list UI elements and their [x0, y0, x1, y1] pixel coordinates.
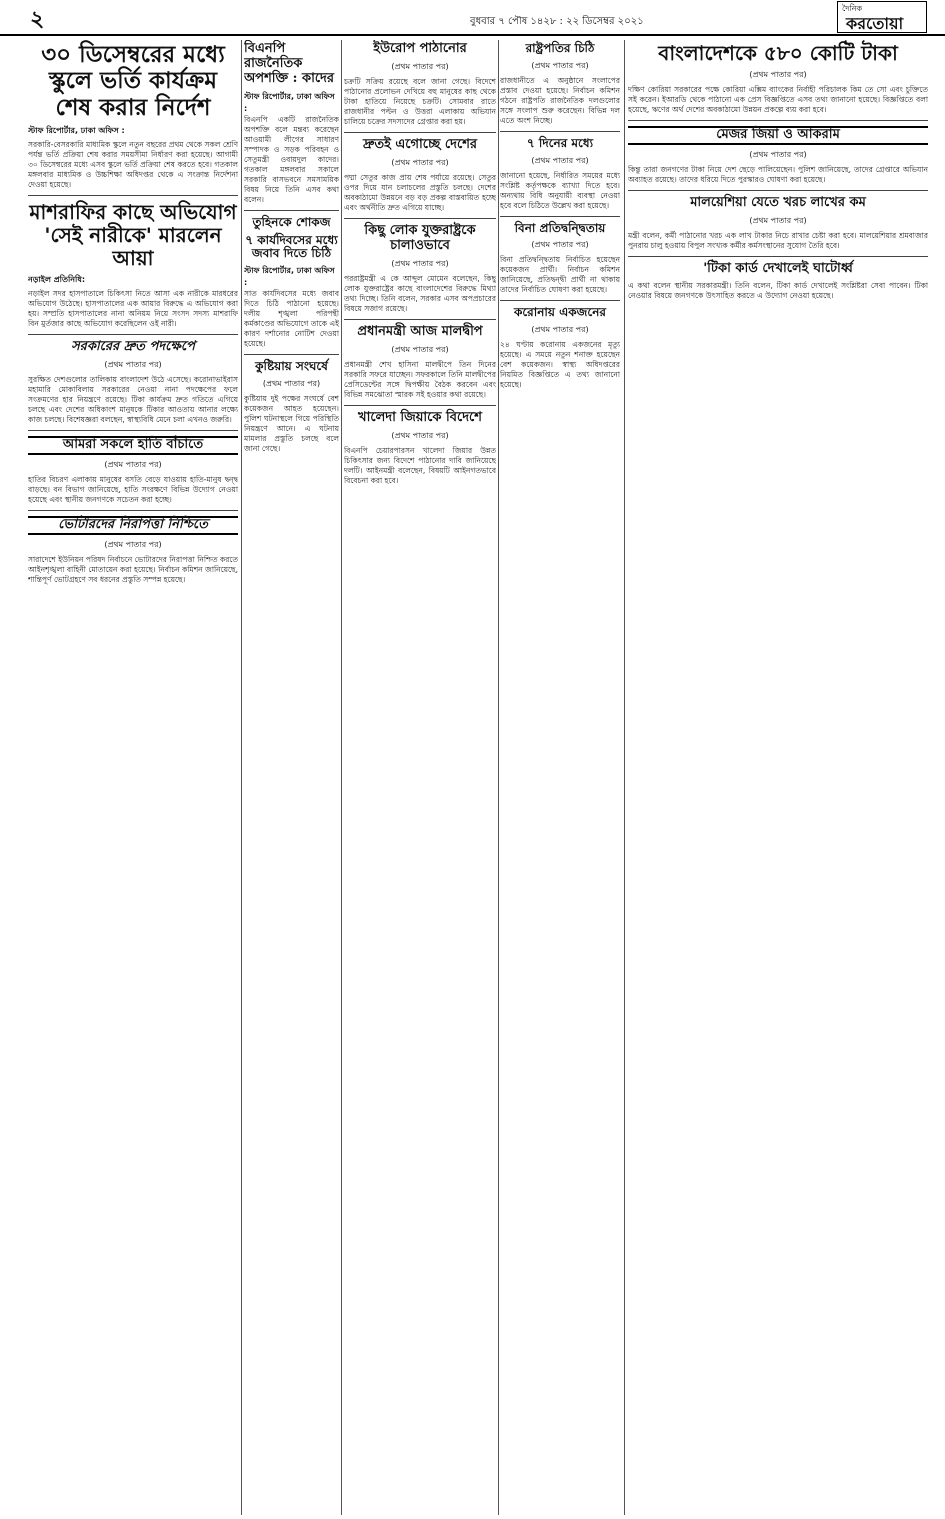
article-tuhin-showcause [244, 216, 339, 349]
continued-label: (প্রথম পাতার পর) [391, 344, 449, 354]
byline: নড়াইল প্রতিনিধি: [28, 275, 86, 285]
continued-label: (প্রথম পাতার পর) [391, 61, 449, 71]
article-body: পররাষ্ট্রমন্ত্রী এ কে আব্দুল মোমেন বলেছেন, কিছু লোক যুক্তরাষ্ট্রের কাছে বাংলাদেশের বিরুদ্ধে মিথ্যা তথ্য দিচ্ছে। তিনি বলেন, সরকার এসব অপপ্রচারের বিষয়ে সজাগ রয়েছে। [344, 273, 496, 313]
article-body: সারাদেশে ইউনিয়ন পরিষদ নির্বাচনে ভোটারদের নিরাপত্তা নিশ্চিত করতে আইনশৃঙ্খলা বাহিনী মোতায়েন করা হয়েছে। নির্বাচন কমিশন জানিয়েছে, শান্তিপূর্ণ ভোটগ্রহণে সব ধরনের প্রস্তুতি সম্পন্ন হয়েছে। [28, 555, 238, 585]
continued-label: (প্রথম পাতার পর) [104, 460, 162, 470]
article-voter-safety [28, 516, 238, 585]
continued-label: (প্রথম পাতার পর) [104, 540, 162, 550]
masthead-title: করতোয়া [846, 14, 904, 33]
page-number: ২ [30, 6, 45, 32]
headline: ভোটারদের নিরাপত্তা নিশ্চিতে [28, 516, 238, 535]
article-body: হাতির বিচরণ এলাকায় মানুষের বসতি বেড়ে যাওয়ায় হাতি-মানুষ দ্বন্দ্ব বাড়ছে। বন বিভাগ জানিয়েছে, হাতি সংরক্ষণে বিভিন্ন উদ্যোগ নেওয়া হয়েছে এবং স্থানীয় জনগণকে সচেতন করা হচ্ছে। [28, 475, 238, 505]
headline: ৭ দিনের মধ্যে [526, 135, 594, 150]
headline: ইউরোপ পাঠানোর [373, 41, 467, 56]
column-2 [244, 40, 339, 1515]
article-kushtia-clash [244, 360, 339, 454]
article-body: বিএনপি একটি রাজনৈতিক অপশক্তি বলে মন্তব্য করেছেন আওয়ামী লীগের সাধারণ সম্পাদক ও সড়ক পরিবহন ও সেতুমন্ত্রী ওবায়দুল কাদের। গতকাল মঙ্গলবার সকালে সরকারি বাসভবনে সমসাময়িক বিষয় নিয়ে তিনি এসব কথা বলেন। [244, 114, 339, 204]
article-body: দক্ষিণ কোরিয়া সরকারের পক্ষে কোরিয়া এক্সিম ব্যাংকের নির্বাহী পরিচালক কিম তে সো এবং চুক্তিতে সই করেন। ইআরডি থেকে পাঠানো এক প্রেস বিজ্ঞপ্তিতে এসব তথ্য জানানো হয়েছে। বিজ্ঞপ্তিতে বলা হয়েছে, ঋণের অর্থ দেশের অবকাঠামো উন্নয়ন প্রকল্পে ব্যয় করা হবে। [628, 85, 928, 114]
article-korea-loan [628, 42, 928, 115]
article-president-letter [500, 42, 620, 126]
byline: স্টাফ রিপোর্টার, ঢাকা অফিস : [244, 91, 335, 113]
article-major-zia [628, 126, 928, 185]
article-body: কুষ্টিয়ায় দুই পক্ষের সংঘর্ষে বেশ কয়েকজন আহত হয়েছেন। পুলিশ ঘটনাস্থলে গিয়ে পরিস্থিতি নিয়ন্ত্রণে আনে। এ ঘটনায় মামলার প্রস্তুতি চলছে বলে জানা গেছে। [244, 394, 339, 453]
article-vaccine-card [628, 262, 928, 301]
headline: দ্রুতই এগোচ্ছে দেশের [362, 136, 478, 152]
article-pm-maldives [344, 325, 496, 400]
byline: স্টাফ রিপোর্টার, ঢাকা অফিস : [244, 266, 335, 288]
article-7-days [500, 137, 620, 211]
article-mashrafe [28, 201, 238, 329]
column-3 [344, 40, 496, 1515]
headline: মেজর জিয়া ও আকরাম [628, 126, 928, 145]
article-europe [344, 42, 496, 127]
article-khaleda [344, 411, 496, 486]
headline: বিনা প্রতিদ্বন্দ্বিতায় [514, 220, 606, 235]
continued-label: (প্রথম পাতার পর) [531, 155, 589, 165]
headline: প্রধানমন্ত্রী আজ মালদ্বীপ [357, 323, 483, 339]
article-uncontested [500, 222, 620, 296]
article-body: প্রধানমন্ত্রী শেখ হাসিনা মালদ্বীপে তিন দিনের সরকারি সফরে যাচ্ছেন। সফরকালে তিনি মালদ্বীপের প্রেসিডেন্টের সঙ্গে দ্বিপক্ষীয় বৈঠক করবেন এবং বিভিন্ন সমঝোতা স্মারক সই হওয়ার কথা রয়েছে। [344, 359, 496, 399]
headline: তুহিনকে শোকজ [252, 214, 331, 229]
article-govt-steps [28, 340, 238, 425]
issue-date: বুধবার ৭ পৌষ ১৪২৮ : ২২ ডিসেম্বর ২০২১ [470, 16, 644, 27]
headline: আমরা সকলে হাতি বাঁচাতে [28, 436, 238, 455]
continued-label: (প্রথম পাতার পর) [262, 379, 321, 388]
headline: রাষ্ট্রপতির চিঠি [525, 41, 595, 55]
column-divider [341, 40, 342, 1515]
article-body: বিনা প্রতিদ্বন্দ্বিতায় নির্বাচিত হয়েছেন কয়েকজন প্রার্থী। নির্বাচন কমিশন জানিয়েছে, প্রতিদ্বন্দ্বী প্রার্থী না থাকায় তাদের নির্বাচিত ঘোষণা করা হয়েছে। [500, 255, 620, 295]
column-5 [628, 40, 928, 1515]
article-corona-death [500, 306, 620, 390]
article-body: সুরক্ষিত দেশগুলোর তালিকায় বাংলাদেশ উঠে এসেছে। করোনাভাইরাস মহামারি মোকাবিলায় সরকারের নেওয়া নানা পদক্ষেপের ফলে সংক্রমণের হার নিয়ন্ত্রণে রয়েছে। টিকা কার্যক্রম দ্রুত গতিতে এগিয়ে চলছে এবং দেশের অধিকাংশ মানুষকে টিকার আওতায় আনার লক্ষ্যে কাজ চলছে। বিশেষজ্ঞরা বলছেন, স্বাস্থ্যবিধি মেনে চলা এখনও জরুরি। [28, 375, 238, 425]
article-body: মন্ত্রী বলেন, কর্মী পাঠানোর খরচ এক লাখ টাকার নিচে রাখার চেষ্টা করা হবে। মালয়েশিয়ার শ্রমবাজার পুনরায় চালু হওয়ায় বিপুল সংখ্যক কর্মীর কর্মসংস্থানের সুযোগ তৈরি হবে। [628, 230, 928, 250]
article-body: রাজধানীতে এ অনুষ্ঠানে সংলাপের প্রস্তাব দেওয়া হয়েছে। নির্বাচন কমিশন গঠনে রাষ্ট্রপতি রাজনৈতিক দলগুলোর সঙ্গে সংলাপ শুরু করেছেন। বিভিন্ন দল এতে অংশ নিচ্ছে। [500, 75, 620, 125]
article-body: এ কথা বলেন স্থানীয় সরকারমন্ত্রী। তিনি বলেন, টিকা কার্ড দেখালেই সংশ্লিষ্টরা সেবা পাবেন। টিকা নেওয়ার বিষয়ে জনগণকে উৎসাহিত করতে এ উদ্যোগ নেওয়া হয়েছে। [628, 280, 928, 300]
column-divider [241, 40, 242, 1515]
headline: কিছু লোক যুক্তরাষ্ট্রকে চালাওভাবে [364, 222, 476, 253]
headline: খালেদা জিয়াকে বিদেশে [358, 409, 482, 425]
byline: স্টাফ রিপোর্টার, ঢাকা অফিস : [28, 126, 125, 136]
headline: মাশরাফির কাছে অভিযোগ 'সেই নারীকে' মারলেন আয়া [29, 200, 237, 271]
article-bnp-quader [244, 42, 339, 205]
continued-label: (প্রথম পাতার পর) [104, 360, 162, 370]
continued-label: (প্রথম পাতার পর) [531, 325, 589, 335]
article-malaysia [628, 196, 928, 251]
continued-label: (প্রথম পাতার পর) [531, 240, 589, 250]
column-4 [500, 40, 620, 1515]
article-body: পদ্মা সেতুর কাজ প্রায় শেষ পর্যায়ে রয়েছে। সেতুর ওপর দিয়ে যান চলাচলের প্রস্তুতি চলছে। দেশের অবকাঠামো উন্নয়নে বড় বড় প্রকল্প বাস্তবায়িত হচ্ছে এবং অর্থনীতি দ্রুত এগিয়ে যাচ্ছে। [344, 172, 496, 212]
continued-label: (প্রথম পাতার পর) [391, 157, 449, 167]
article-country-progress [344, 138, 496, 213]
masthead-logo [837, 1, 927, 33]
continued-label: (প্রথম পাতার পর) [531, 60, 589, 70]
masthead-small: দৈনিক [842, 4, 863, 13]
column-1 [28, 40, 238, 1515]
column-divider [498, 40, 499, 1515]
continued-label: (প্রথম পাতার পর) [749, 70, 807, 79]
article-body: নড়াইল সদর হাসপাতালে চিকিৎসা নিতে আসা এক নারীকে মারধরের অভিযোগ উঠেছে। হাসপাতালের এক আয়ার বিরুদ্ধে এ অভিযোগ করা হয়। সম্প্রতি হাসপাতালের নানা অনিয়ম নিয়ে সংসদ সদস্য মাশরাফি বিন মুর্তজার কাছে অভিযোগ করেছিলেন ওই নারী। [28, 289, 238, 329]
headline: সরকারের দ্রুত পদক্ষেপে [71, 339, 195, 355]
headline: বাংলাদেশকে ৫৮০ কোটি টাকা [658, 41, 898, 65]
article-body: জানানো হয়েছে, নির্ধারিত সময়ের মধ্যে সংশ্লিষ্ট কর্তৃপক্ষকে ব্যাখ্যা দিতে হবে। অন্যথায় বিধি অনুযায়ী ব্যবস্থা নেওয়া হবে বলে চিঠিতে উল্লেখ করা হয়েছে। [500, 170, 620, 210]
continued-label: (প্রথম পাতার পর) [391, 258, 449, 268]
headline: বিএনপি রাজনৈতিক অপশক্তি : কাদের [244, 41, 335, 86]
article-body: সরকারি-বেসরকারি মাধ্যমিক স্কুলে নতুন বছরের প্রথম থেকে সকল শ্রেণি পর্যন্ত ভর্তি প্রক্রিয়া শেষ করার সময়সীমা নির্ধারণ করা হয়েছে। আগামী ৩০ ডিসেম্বরের মধ্যে এসব স্কুলে ভর্তি প্রক্রিয়া শেষ করতে হবে। গতকাল মঙ্গলবার মাধ্যমিক ও উচ্চশিক্ষা অধিদপ্তর থেকে এ সংক্রান্ত নির্দেশনা দেওয়া হয়েছে। [28, 140, 238, 190]
article-body: কিন্তু তারা জনগণের টাকা নিয়ে দেশ ছেড়ে পালিয়েছেন। পুলিশ জানিয়েছে, তাদের গ্রেপ্তারে অভিযান অব্যাহত রয়েছে। তাদের ধরিয়ে দিতে পুরস্কারও ঘোষণা করা হয়েছে। [628, 164, 928, 184]
continued-label: (প্রথম পাতার পর) [749, 149, 807, 159]
article-body: ২৪ ঘণ্টায় করোনায় একজনের মৃত্যু হয়েছে। এ সময়ে নতুন শনাক্ত হয়েছেন বেশ কয়েকজন। স্বাস্থ্য অধিদপ্তরের নিয়মিত বিজ্ঞপ্তিতে এ তথ্য জানানো হয়েছে। [500, 340, 620, 390]
headline: কুষ্টিয়ায় সংঘর্ষে [255, 359, 328, 374]
continued-label: (প্রথম পাতার পর) [391, 430, 449, 440]
headline: মালয়েশিয়া যেতে খরচ লাখের কম [690, 194, 866, 210]
article-body: সাত কার্যদিবসের মধ্যে জবাব দিতে চিঠি পাঠানো হয়েছে। দলীয় শৃঙ্খলা পরিপন্থী কর্মকাণ্ডের অভিযোগে তাকে এই কারণ দর্শানোর নোটিশ দেওয়া হয়েছে। [244, 289, 339, 349]
article-body: বিএনপি চেয়ারপারসন খালেদা জিয়ার উন্নত চিকিৎসার জন্য বিদেশে পাঠানোর দাবি জানিয়েছে দলটি। আইনমন্ত্রী বলেছেন, বিষয়টি আইনগতভাবে বিবেচনা করা হবে। [344, 445, 496, 485]
article-usa [344, 224, 496, 314]
headline: করোনায় একজনের [513, 305, 607, 320]
page-header [0, 0, 945, 36]
article-school-admission [28, 42, 238, 190]
headline: ৩০ ডিসেম্বরের মধ্যে স্কুলে ভর্তি কার্যক্রম শেষ করার নির্দেশ [41, 41, 225, 121]
headline: 'টিকা কার্ড দেখালেই ঘাটোর্ধ্ব [703, 260, 853, 276]
continued-label: (প্রথম পাতার পর) [749, 215, 807, 225]
article-elephants [28, 436, 238, 505]
article-body: চক্রটি সক্রিয় রয়েছে বলে জানা গেছে। বিদেশে পাঠানোর প্রলোভন দেখিয়ে বহু মানুষের কাছ থেকে টাকা হাতিয়ে নিয়েছে চক্রটি। সোমবার রাতে রাজধানীর পল্টন ও উত্তরা এলাকায় অভিযান চালিয়ে চক্রের সদস্যদের গ্রেপ্তার করা হয়। [344, 76, 496, 126]
headline-sub: ৭ কার্যদিবসের মধ্যে জবাব দিতে চিঠি [245, 232, 338, 261]
column-divider [624, 40, 625, 1515]
